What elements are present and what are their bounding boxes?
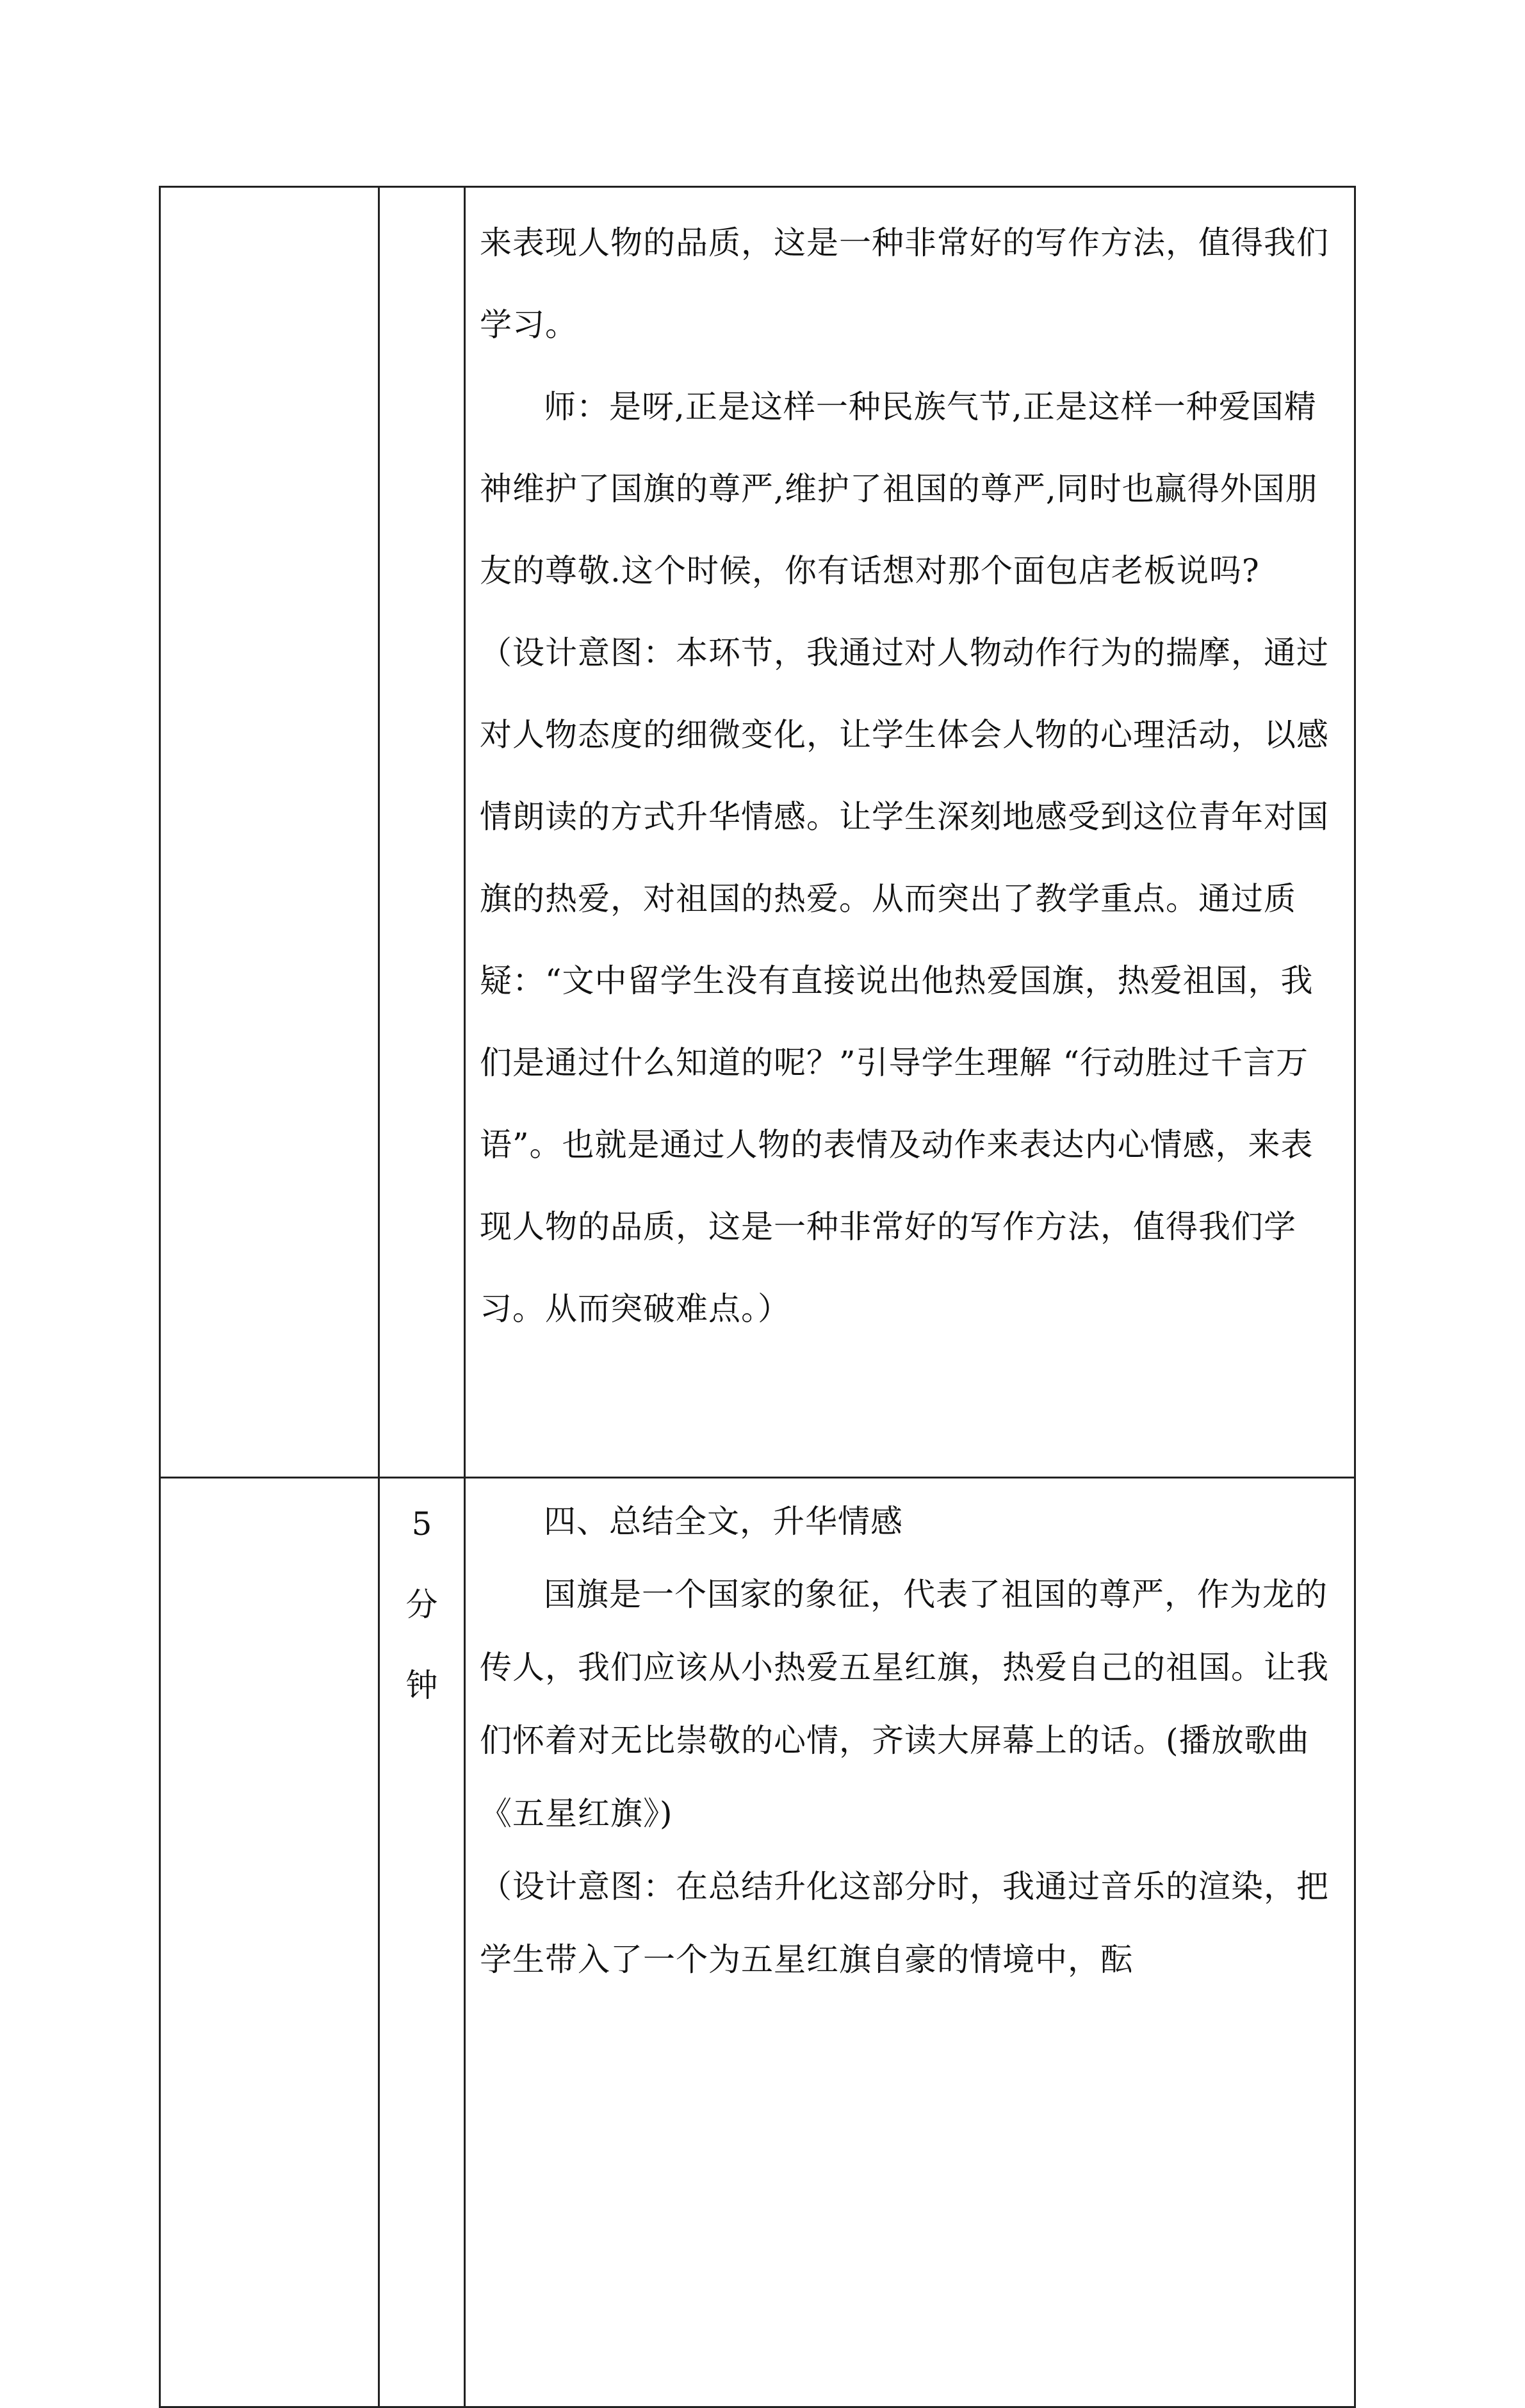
table-row <box>160 1478 1355 2407</box>
content-cell <box>465 187 1355 1478</box>
time-cell <box>379 187 465 1478</box>
time-text: 分 <box>405 1586 438 1623</box>
paragraph: 来表现人物的品质，这是一种非常好的写作方法，值得我们学习。 <box>480 224 1329 343</box>
content-cell <box>465 1478 1355 2407</box>
design-intent-paragraph: （设计意图：在总结升化这部分时，我通过音乐的渲染，把学生带入了一个为五星红旗自豪的情境中，酝 <box>480 1868 1329 1978</box>
time-cell <box>379 1478 465 2407</box>
table-row <box>160 187 1355 1478</box>
lesson-plan-table <box>159 186 1356 2408</box>
time-text: 5 <box>411 1505 432 1543</box>
section-heading: 四、总结全文，升华情感 <box>544 1503 903 1540</box>
time-text: 钟 <box>405 1667 438 1704</box>
paragraph: 师：是呀,正是这样一种民族气节,正是这样一种爱国精神维护了国旗的尊严,维护了祖国的尊严,同时也赢得外国朋友的尊敬.这个时候，你有话想对那个面包店老板说吗? <box>480 388 1318 589</box>
paragraph: 国旗是一个国家的象征，代表了祖国的尊严，作为龙的传人，我们应该从小热爱五星红旗，热爱自己的祖国。让我们怀着对无比崇敬的心情，齐读大屏幕上的话。(播放歌曲《五星红旗》) <box>480 1576 1329 1832</box>
stage-cell <box>160 187 379 1478</box>
stage-cell <box>160 1478 379 2407</box>
design-intent-paragraph: （设计意图：本环节，我通过对人物动作行为的揣摩，通过对人物态度的细微变化，让学生体会人物的心理活动，以感情朗读的方式升华情感。让学生深刻地感受到这位青年对国旗的热爱，对祖国的热爱。从而突出了教学重点。通过质疑：“文中留学生没有直接说出他热爱国旗，热爱祖国，我们是通过什么知道的呢？”引导学生理解 “行动胜过千言万语”。也就是通过人物的表情及动作来表达内心情感，来表现人物的品质，这是一种非常好的写作方法，值得我们学习。从而突破难点。） <box>480 634 1329 1327</box>
